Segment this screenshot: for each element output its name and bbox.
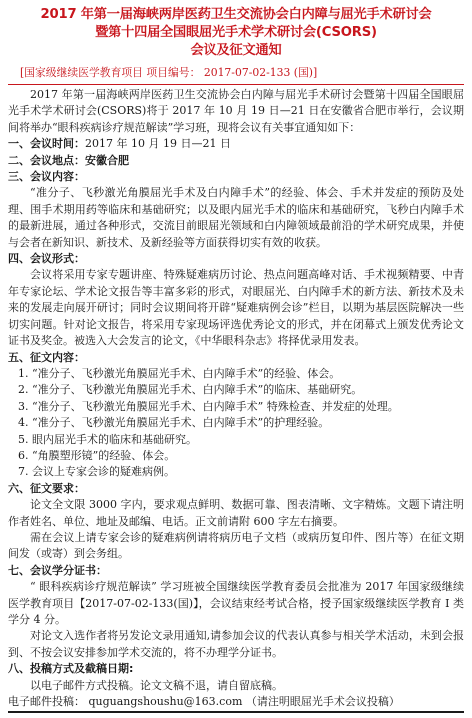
topic-item: 2. “准分子、飞秒激光角膜屈光手术、白内障手术”的临床、基础研究。 — [18, 383, 363, 397]
section-format-heading: 四、会议形式： — [8, 252, 85, 266]
title-line-1: 2017 年第一届海峡两岸医药卫生交流协会白内障与屈光手术研讨会 — [40, 7, 432, 22]
section-submission-heading: 八、投稿方式及截稿日期: — [8, 662, 134, 676]
intro-paragraph: 2017 年第一届海峡两岸医药卫生交流协会白内障与屈光手术研讨会暨第十四届全国眼屈光手术学术研讨会(CSORS)将于 2017 年 10 月 19 日—21 日在安徽省合肥市举行，会议期间将举办“眼科疾病诊疗规范解读”学习班，现将会议有关事宜通知如下： — [8, 88, 464, 134]
section-requirements-heading: 六、征文要求： — [8, 481, 85, 495]
topic-item: 5. 眼内屈光手术的临床和基础研究。 — [18, 432, 197, 446]
email-label: 电子邮件投稿： — [8, 695, 85, 709]
section-time-value: 2017 年 10 月 19 日—21 日 — [85, 137, 231, 151]
topic-item: 4. “准分子、飞秒激光角膜屈光手术、白内障手术”的护理经验。 — [18, 416, 330, 430]
section-content-heading: 三、会议内容： — [8, 170, 85, 184]
section-credits-body-1: “ 眼科疾病诊疗规范解读” 学习班被全国继续医学教育委员会批准为 2017 年国家级继续医学教育项目【2017-07-02-133(国)】，会议结束经考试合格，授予国家级继续医学教育 I 类学分 4 分。 — [8, 580, 464, 626]
title-line-2: 暨第十四届全国眼屈光手术学术研讨会(CSORS) — [95, 25, 377, 40]
section-venue — [8, 153, 464, 169]
section-format-body: 会议将采用专家专题讲座、特殊疑难病历讨论、热点问题高峰对话、手术视频精要、中青年专家论坛、学术论文报告等丰富多彩的形式，对眼屈光、白内障手术的新方法、新技术及未来的发展走向展开研讨；同时会议期间将开辟“疑难病例会诊”栏目，以期为基层医院解决一些切实问题。针对论文报告，将采用专家现场评选优秀论文的形式，并在闭幕式上颁发优秀论文证书及奖金。被选入大会发言的论文，《中华眼科杂志》将择优录用发表。 — [8, 268, 464, 348]
section-venue-value: 安徽合肥 — [85, 153, 129, 167]
project-number: [国家级继续医学教育项目 项目编号： 2017-07-02-133 (国)] — [20, 66, 318, 79]
email-address[interactable]: quguangshoushu@163.com — [88, 695, 243, 709]
submission-email-line — [8, 694, 464, 710]
section-requirements-body-2: 需在会议上请专家会诊的疑难病例请将病历电子文档（或病历复印件、图片等）在征文期间发（或寄）到会务组。 — [8, 530, 464, 561]
section-topics-list — [8, 366, 464, 481]
section-content-body: “准分子、飞秒激光角膜屈光手术及白内障手术”的经验、体会、手术并发症的预防及处理、围手术期用药等临床和基础研究；以及眼内屈光手术的临床和基础研究，飞秒白内障手术的最新进展，通过各种形式，交流目前眼屈光领域和白内障领域最前沿的学术研究成果，并使与会者在新知识、新技术、及新经验等方面获得切实有效的收获。 — [8, 186, 464, 249]
section-credits-heading: 七、会议学分证书： — [8, 563, 107, 577]
topic-item: 3. “准分子、飞秒激光角膜屈光手术、白内障手术” 特殊检查、并发症的处理。 — [18, 399, 399, 413]
notice-title — [8, 6, 464, 60]
email-note: （请注明眼屈光手术会议投稿） — [245, 695, 400, 709]
footer-divider — [8, 711, 464, 713]
section-requirements-body-1: 论文全文限 3000 字内，要求观点鲜明、数据可靠、图表清晰、文字精炼。文题下请注明作者姓名、单位、地址及邮编、电话。正文前请附 600 字左右摘要。 — [8, 498, 464, 528]
section-submission-body: 以电子邮件方式投稿。论文文稿不退，请自留底稿。 — [30, 678, 283, 692]
topic-item: 1. “准分子、飞秒激光角膜屈光手术、白内障手术”的经验、体会。 — [18, 366, 341, 380]
topic-item: 7. 会议上专家会诊的疑难病例。 — [18, 465, 175, 479]
project-divider — [8, 84, 464, 85]
section-time — [8, 136, 464, 152]
topic-item: 6. “角膜塑形镜”的经验、体会。 — [18, 448, 176, 462]
section-topics-heading: 五、征文内容： — [8, 350, 85, 364]
section-credits-body-2: 对论文入选作者将另发论文录用通知,请参加会议的代表认真参与相关学术活动，未到会报到、不按会议安排参加学术交流的，将不办理学分证书。 — [8, 629, 464, 659]
section-venue-heading: 二、会议地点： — [8, 153, 85, 167]
notice-document — [8, 6, 464, 713]
section-time-heading: 一、会议时间： — [8, 137, 85, 151]
title-line-3: 会议及征文通知 — [190, 43, 282, 58]
